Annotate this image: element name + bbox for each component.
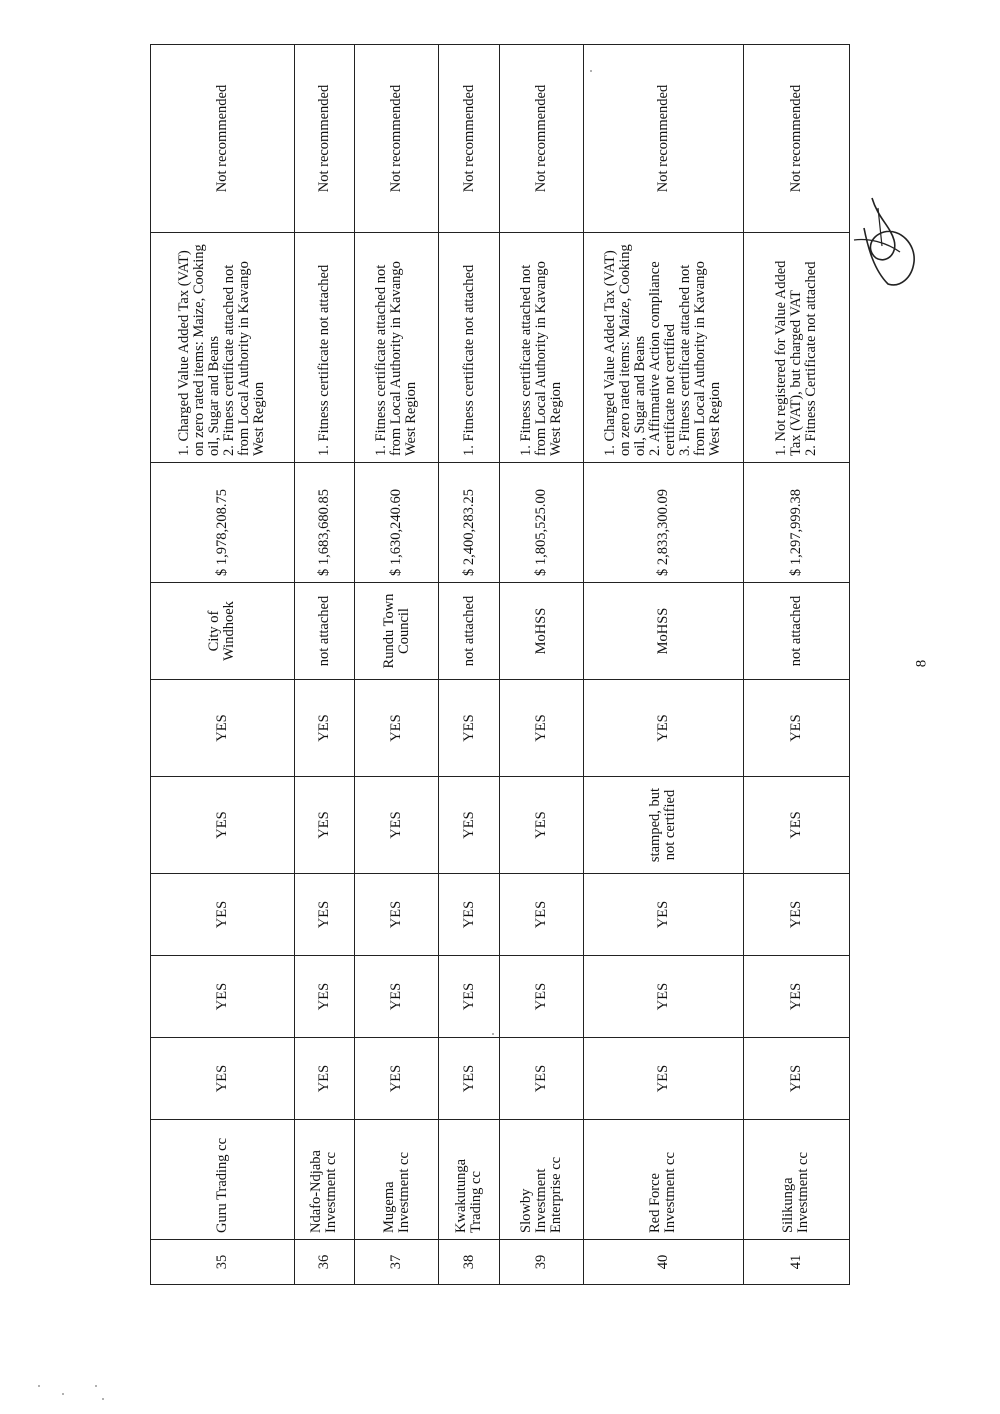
- remarks: [583, 233, 743, 463]
- check-4: YES: [151, 956, 295, 1038]
- company-name: Kwakutunga Trading cc: [439, 1120, 500, 1240]
- check-7: YES: [583, 680, 743, 777]
- company-name: Mugema Investment cc: [355, 1120, 439, 1240]
- check-5: YES: [355, 874, 439, 956]
- bid-amount: $ 2,400,283.25: [439, 463, 500, 583]
- check-7: YES: [355, 680, 439, 777]
- bid-amount: $ 1,805,525.00: [499, 463, 583, 583]
- remarks: [499, 233, 583, 463]
- check-3: YES: [151, 1038, 295, 1120]
- remarks: [439, 233, 500, 463]
- remark-item: 3. Fitness certificate attached not from Local Authority in Kavango West Region: [677, 261, 724, 456]
- table-body: [151, 45, 850, 1285]
- remark-item: 2. Fitness certificate attached not from Local Authority in Kavango West Region: [221, 261, 268, 456]
- remark-item: 1. Fitness certificate attached not from Local Authority in Kavango West Region: [517, 261, 564, 456]
- recommendation: Not recommended: [743, 45, 849, 233]
- check-3: YES: [743, 1038, 849, 1120]
- check-4: YES: [499, 956, 583, 1038]
- check-3: YES: [355, 1038, 439, 1120]
- check-4: YES: [294, 956, 355, 1038]
- check-4: YES: [583, 956, 743, 1038]
- check-3: YES: [294, 1038, 355, 1120]
- fitness-certificate: not attached: [439, 583, 500, 680]
- check-6: stamped, but not certified: [583, 777, 743, 874]
- fitness-certificate: MoHSS: [499, 583, 583, 680]
- page-number: 8: [913, 659, 930, 668]
- remarks: [355, 233, 439, 463]
- row-number: 41: [743, 1240, 849, 1285]
- table-row: [355, 45, 439, 1285]
- check-3: YES: [583, 1038, 743, 1120]
- remarks: [294, 233, 355, 463]
- company-name: Guru Trading cc: [151, 1120, 295, 1240]
- recommendation: Not recommended: [583, 45, 743, 233]
- remark-item: 1. Charged Value Added Tax (VAT) on zero rated items: Maize, Cooking oil, Sugar and Beans: [602, 244, 649, 456]
- bid-amount: $ 1,683,680.85: [294, 463, 355, 583]
- check-7: YES: [743, 680, 849, 777]
- row-number: 36: [294, 1240, 355, 1285]
- check-5: YES: [151, 874, 295, 956]
- check-5: YES: [294, 874, 355, 956]
- check-5: YES: [743, 874, 849, 956]
- table-row: [583, 45, 743, 1285]
- evaluation-table: [150, 44, 850, 1285]
- recommendation: Not recommended: [499, 45, 583, 233]
- bid-amount: $ 2,833,300.09: [583, 463, 743, 583]
- check-6: YES: [294, 777, 355, 874]
- check-7: YES: [439, 680, 500, 777]
- remark-item: 1. Fitness certificate not attached: [315, 264, 332, 456]
- fitness-certificate: MoHSS: [583, 583, 743, 680]
- row-number: 35: [151, 1240, 295, 1285]
- check-6: YES: [439, 777, 500, 874]
- bid-amount: $ 1,978,208.75: [151, 463, 295, 583]
- check-6: YES: [499, 777, 583, 874]
- fitness-certificate: not attached: [294, 583, 355, 680]
- table-row: [499, 45, 583, 1285]
- check-7: YES: [294, 680, 355, 777]
- remark-item: 1. Fitness certificate not attached: [460, 264, 477, 456]
- rotated-table-wrapper: [150, 45, 850, 1285]
- recommendation: Not recommended: [439, 45, 500, 233]
- check-4: YES: [439, 956, 500, 1038]
- bid-amount: $ 1,630,240.60: [355, 463, 439, 583]
- recommendation: Not recommended: [294, 45, 355, 233]
- check-3: YES: [439, 1038, 500, 1120]
- remarks: [743, 233, 849, 463]
- remark-item: 2. Fitness Certificate not attached: [802, 261, 819, 456]
- company-name: Silikunga Investment cc: [743, 1120, 849, 1240]
- check-5: YES: [583, 874, 743, 956]
- table-row: [151, 45, 295, 1285]
- fitness-certificate: Rundu Town Council: [355, 583, 439, 680]
- fitness-certificate: not attached: [743, 583, 849, 680]
- company-name: Ndafo-Ndjaba Investment cc: [294, 1120, 355, 1240]
- company-name: Slowby Investment Enterprise cc: [499, 1120, 583, 1240]
- check-5: YES: [499, 874, 583, 956]
- row-number: 37: [355, 1240, 439, 1285]
- remark-item: 1. Charged Value Added Tax (VAT) on zero rated items: Maize, Cooking oil, Sugar and Beans: [176, 244, 223, 456]
- check-4: YES: [743, 956, 849, 1038]
- company-name: Red Force Investment cc: [583, 1120, 743, 1240]
- signature: [848, 188, 920, 288]
- remarks: [151, 233, 295, 463]
- remark-item: 1. Fitness certificate attached not from Local Authority in Kavango West Region: [373, 261, 420, 456]
- bid-amount: $ 1,297,999.38: [743, 463, 849, 583]
- check-7: YES: [151, 680, 295, 777]
- table-row: [743, 45, 849, 1285]
- remark-item: 2. Affirmative Action compliance certificate not certified: [647, 261, 679, 456]
- row-number: 40: [583, 1240, 743, 1285]
- check-5: YES: [439, 874, 500, 956]
- fitness-certificate: City of Windhoek: [151, 583, 295, 680]
- row-number: 38: [439, 1240, 500, 1285]
- row-number: 39: [499, 1240, 583, 1285]
- table-row: [439, 45, 500, 1285]
- table-row: [294, 45, 355, 1285]
- check-3: YES: [499, 1038, 583, 1120]
- recommendation: Not recommended: [355, 45, 439, 233]
- check-6: YES: [151, 777, 295, 874]
- check-6: YES: [743, 777, 849, 874]
- check-7: YES: [499, 680, 583, 777]
- recommendation: Not recommended: [151, 45, 295, 233]
- check-6: YES: [355, 777, 439, 874]
- remark-item: 1. Not registered for Value Added Tax (VAT), but charged VAT: [772, 260, 804, 456]
- check-4: YES: [355, 956, 439, 1038]
